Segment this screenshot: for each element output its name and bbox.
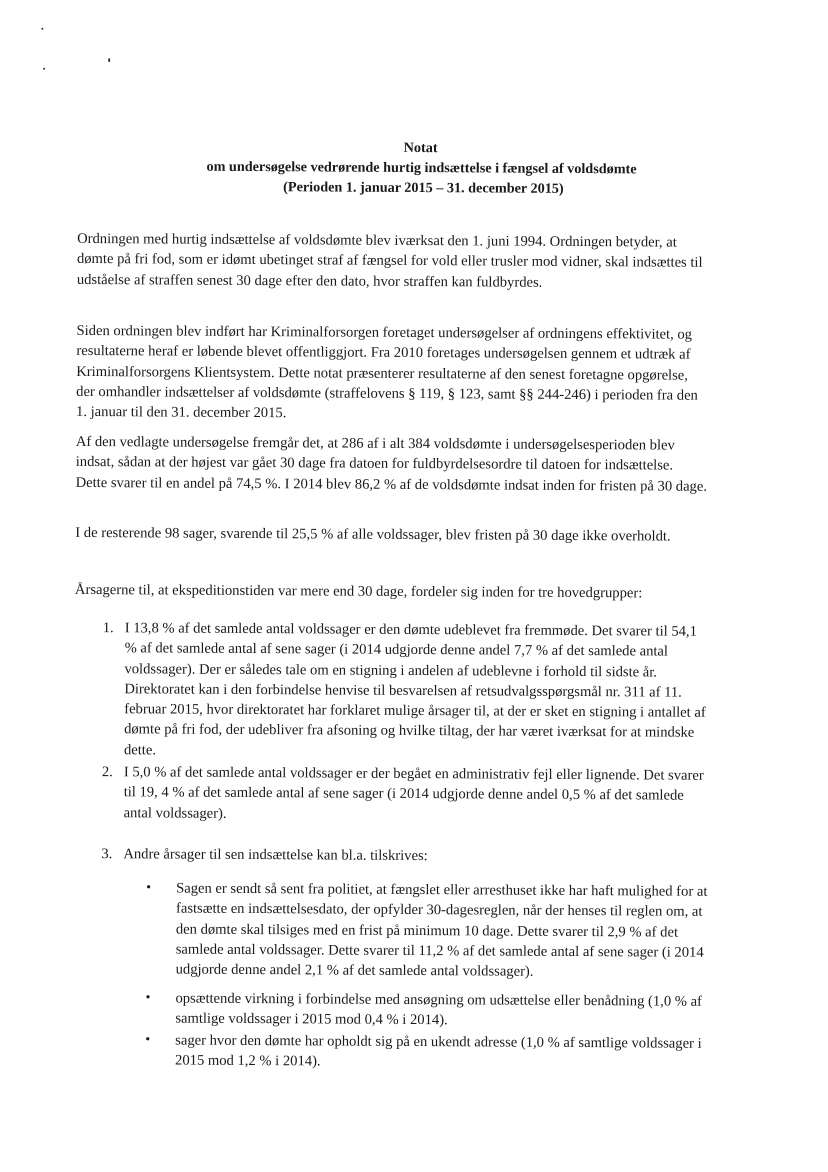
bullet-glyph: • [146, 880, 152, 896]
list-item-text: I 13,8 % af det samlede antal voldssager er den dømte udeblevet fra fremmøde. Det svarer til 54,1 % af det samlede antal af sene sager (i 2014 udgjorde denne andel 7,7 % af det samlede antal voldssager). Der er således tale om en stigning i andelen af udeblevne i forhold til sidste år. Direktoratet kan i den forbindelse henvise til besvarelsen af retsudvalgsspørgsmål nr. 311 af 11. februar 2015, hvor direktoratet har forklaret mulige årsager til, at der er sket en stigning i antallet af dømte på fri fod, der udebliver fra afsoning og hvilke tiltag, der har været iværksat for at mindske dette. [123, 620, 706, 759]
document-title [2, 135, 828, 200]
title-line-1: Notat [403, 139, 438, 157]
bullet-text: opsættende virkning i forbindelse med ansøgning om udsættelse eller benådning (1,0 % af samtlige voldssager i 2015 mod 0,4 % i 2014). [175, 990, 703, 1029]
list-item-text: Andre årsager til sen indsættelse kan bl.a. tilskrives: [123, 846, 428, 865]
bullet-item [146, 878, 716, 980]
bullet-item [145, 988, 716, 1029]
list-item [75, 618, 715, 759]
paragraph: Årsagerne til, at ekspeditionstiden var mere end 30 dage, fordeler sig inden for tre hovedgrupper: [74, 581, 643, 602]
list-number: 3. [101, 846, 113, 863]
list-item [73, 844, 713, 865]
title-line-2: om undersøgelse vedrørende hurtig indsættelse i fængsel af voldsdømte [206, 158, 637, 178]
paragraph: I de resterende 98 sager, svarende til 25,5 % af alle voldssager, blev fristen på 30 dage ikke overholdt. [75, 524, 671, 545]
bullet-glyph: • [145, 1032, 151, 1048]
scan-speck [108, 58, 110, 62]
bullet-text: Sagen er sendt så sent fra politiet, at fængslet eller arresthuset ikke har haft mulighed for at fastsætte en indsættelsesdato, der opfylder 30-dagesreglen, når der henses til reglen om, at den dømte skal tilsiges med en frist på minimum 10 dage. Dette svarer til 2,9 % af det samlede antal voldssager. Dette svarer til 11,2 % af det samlede antal af sene sager (i 2014 udgjorde denne andel 2,1 % af det samlede antal voldssager). [175, 880, 708, 980]
bullet-text: sager hvor den dømte har opholdt sig på en ukendt adresse (1,0 % af samtlige voldssager i 2015 mod 1,2 % i 2014). [175, 1032, 702, 1070]
bullet-glyph: • [145, 990, 151, 1006]
title-line-3: (Perioden 1. januar 2015 – 31. december 2015) [283, 179, 564, 197]
list-number: 1. [102, 620, 114, 637]
scan-speck [41, 28, 43, 30]
list-item-text: I 5,0 % af det samlede antal voldssager er der begået en administrativ fejl eller lignende. Det svarer til 19, 4 % af det samlede antal af sene sager (i 2014 udgjorde denne andel 0,5 % af det samlede antal voldssager). [123, 764, 704, 822]
paragraph: Af den vedlagte undersøgelse fremgår det, at 286 af i alt 384 voldsdømte i undersøgelsesperioden blev indsat, sådan at der højest var gået 30 dage fra datoen for fuldbyrdelsesordre til datoen for indsættelse. Dette svarer til en andel på 74,5 %. I 2014 blev 86,2 % af de voldsdømte indsat inden for fristen på 30 dage. [75, 433, 708, 495]
scan-speck [43, 68, 45, 70]
paragraph: Ordningen med hurtig indsættelse af voldsdømte blev iværksat den 1. juni 1994. Ordningen betyder, at dømte på fri fod, som er idømt ubetinget straf af fængsel for vold eller trusler mod vidner, skal indsættes til udståelse af straffen senest 30 dage efter den dato, hvor straffen kan fuldbyrdes. [76, 230, 703, 291]
paragraph: Siden ordningen blev indført har Kriminalforsorgen foretaget undersøgelser af ordningens effektivitet, og resultaterne heraf er løbende blevet offentliggjort. Fra 2010 foretages undersøgelsen gennem et udtræk af Kriminalforsorgens Klientsystem. Dette notat præsenterer resultaterne af den senest foretagne opgørelse, der omhandler indsættelser af voldsdømte (straffelovens § 119, § 123, samt §§ 244-246) i perioden fra den 1. januar til den 31. december 2015. [75, 322, 698, 422]
list-number: 2. [101, 764, 113, 781]
